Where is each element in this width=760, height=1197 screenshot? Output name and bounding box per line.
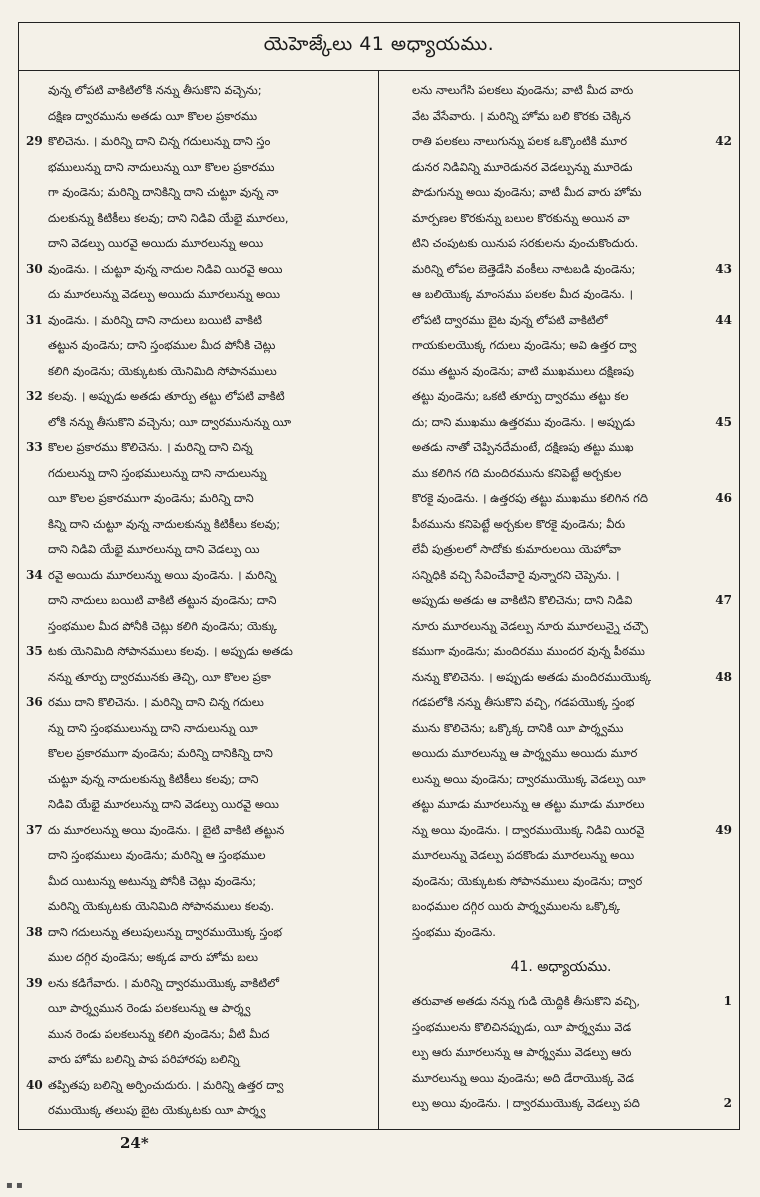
verse-line bbox=[390, 920, 732, 946]
verse-text: మీద యిటున్ను అటున్ను పోనీకి చెట్లు వుండెను; bbox=[48, 873, 257, 888]
verse-text: దు; దాని ముఖము ఉత్తరము వుండెను. । అప్పుడు bbox=[412, 414, 635, 429]
verse-line bbox=[390, 1066, 732, 1092]
verse-line bbox=[390, 690, 732, 716]
verse-text: దులకున్ను కిటికీలు కలవు; దాని నిడివి యేభై మూరలు, bbox=[48, 210, 289, 225]
verse-line bbox=[26, 359, 368, 385]
verse-line bbox=[390, 537, 732, 563]
left-column bbox=[26, 78, 368, 1122]
verse-line bbox=[390, 639, 732, 665]
verse-text: అప్పుడు అతడు ఆ వాకిటిని కొలిచెను; దాని నిడివి bbox=[412, 593, 633, 607]
verse-line bbox=[26, 257, 368, 283]
verse-line bbox=[26, 155, 368, 181]
verse-text: దక్షిణ ద్వారమును అతడు యీ కొలల ప్రకారము bbox=[48, 108, 258, 123]
verse-line bbox=[26, 512, 368, 538]
verse-text: కలిగి వుండెను; యెక్కుటకు యెనిమిది సోపానములు bbox=[48, 363, 277, 378]
right-column bbox=[390, 78, 732, 1122]
verse-text: గా వుండెను; మరిన్ని దానికిన్ని దాని చుట్టూ వున్న నా bbox=[48, 185, 279, 199]
verse-text: న్ను అయి వుండెను. । ద్వారముయొక్క నిడివి యిరవై bbox=[412, 822, 645, 837]
verse-number: 39 bbox=[26, 975, 43, 990]
chapter-heading: 41. అధ్యాయము. bbox=[510, 959, 612, 975]
verse-text: కొలిచెను. । మరిన్ని దాని చిన్న గదులున్ను దాని స్తం bbox=[48, 134, 271, 148]
verse-line bbox=[26, 818, 368, 844]
verse-line bbox=[26, 741, 368, 767]
verse-text: రాతి పలకలు నాలుగున్ను పలక ఒక్కొంటికి మూర bbox=[412, 134, 628, 148]
verse-line bbox=[390, 741, 732, 767]
verse-text: ము కలిగిన గది మందిరమును కనిపెట్టే అర్చకుల bbox=[412, 465, 622, 480]
verse-line bbox=[390, 206, 732, 232]
verse-line bbox=[26, 537, 368, 563]
verse-text: లోకి నన్ను తీసుకొని వచ్చెను; యీ ద్వారమునున్ను యీ bbox=[48, 414, 292, 429]
verse-number: 43 bbox=[715, 261, 732, 276]
verse-text: కముగా వుండెను; మందిరము ముందర వున్న పీఠము bbox=[412, 644, 645, 658]
verse-line bbox=[26, 231, 368, 257]
verse-number: 33 bbox=[26, 440, 43, 454]
verse-line bbox=[26, 435, 368, 461]
verse-text: నన్ను తూర్పు ద్వారమునకు తెచ్చి, యీ కొలల ప్రకా bbox=[48, 669, 271, 684]
verse-line bbox=[26, 104, 368, 130]
verse-line bbox=[390, 716, 732, 742]
verse-line bbox=[390, 129, 732, 155]
verse-line bbox=[26, 410, 368, 436]
verse-text: ల్పు ఆరు మూరలున్ను ఆ పార్శ్వము వెడల్పు ఆరు bbox=[412, 1045, 632, 1059]
verse-text: దాని నాదులు బయిటి వాకిటి తట్టున వుండెను; దాని bbox=[48, 593, 277, 607]
verse-number: 30 bbox=[26, 261, 43, 276]
verse-line bbox=[26, 180, 368, 206]
verse-text: లేవీ పుత్రులలో సాదోకు కుమారులయి యెహోవా bbox=[412, 542, 621, 556]
verse-text: న్ను దాని స్తంభములున్ను దాని నాదులున్ను యీ bbox=[48, 720, 258, 735]
verse-line bbox=[26, 792, 368, 818]
bible-page bbox=[18, 22, 740, 1130]
verse-line bbox=[390, 231, 732, 257]
verse-text: స్తంభములను కొలిచినప్పుడు, యీ పార్శ్వము వెడ bbox=[412, 1019, 632, 1034]
verse-line bbox=[26, 129, 368, 155]
verse-text: కొలల ప్రకారముగా వుండెను; మరిన్ని దానికిన్ని దాని bbox=[48, 746, 273, 760]
verse-text: బంధముల దగ్గిర యిరు పార్శ్వములను ఒక్కొక్క bbox=[412, 899, 621, 913]
verse-text: స్తంభముల మీద పోనీకి చెట్లు కలిగి వుండెను; యెక్కు bbox=[48, 618, 278, 633]
verse-line bbox=[390, 512, 732, 538]
verse-line bbox=[390, 843, 732, 869]
verse-text: అతడు నాతో చెప్పినదేమంటే, దక్షిణపు తట్టు ముఖ bbox=[412, 440, 634, 454]
verse-line bbox=[26, 1022, 368, 1048]
verse-line bbox=[26, 461, 368, 487]
verse-text: మూరలున్ను అయి వుండెను; అది డేరాయొక్క వెడ bbox=[412, 1070, 634, 1085]
verse-line bbox=[26, 1098, 368, 1122]
verse-text: పొడుగున్ను అయి వుండెను; వాటి మీద వారు హోమ bbox=[412, 185, 642, 199]
signature-mark: 24* bbox=[120, 1134, 149, 1152]
verse-line bbox=[390, 1091, 732, 1117]
verse-text: నున్ను కొలిచెను. । అప్పుడు అతడు మందిరముయొక్క bbox=[412, 669, 652, 684]
verse-number: 34 bbox=[26, 567, 43, 582]
verse-line bbox=[390, 333, 732, 359]
verse-number: 40 bbox=[26, 1077, 43, 1092]
verse-text: వారు హోమ బలిన్ని పాప పరిహారపు బలిన్ని bbox=[48, 1052, 240, 1066]
verse-number: 46 bbox=[715, 491, 732, 505]
verse-line bbox=[26, 869, 368, 895]
verse-text: వుండెను. । మరిన్ని దాని నాదులు బయిటి వాకిటి bbox=[48, 312, 262, 327]
verse-text: దు మూరలున్ను వెడల్పు అయిదు మూరలున్ను అయి bbox=[48, 287, 281, 301]
verse-text: కొరకై వుండెను. । ఉత్తరపు తట్టు ముఖము కలిగిన గది bbox=[412, 491, 648, 505]
verse-text: రముయొక్క తలుపు బైట యెక్కుటకు యీ పార్శ్వ bbox=[48, 1103, 266, 1117]
verse-text: మరిన్ని యెక్కుటకు యెనిమిది సోపానములు కలవు. bbox=[48, 899, 275, 913]
verse-line bbox=[390, 767, 732, 793]
verse-line bbox=[26, 308, 368, 334]
verse-number: 31 bbox=[26, 312, 43, 327]
verse-text: పీఠమును కనిపెట్టే అర్చకుల కొరకై వుండెను; వీరు bbox=[412, 516, 626, 531]
verse-line bbox=[26, 563, 368, 589]
verse-line bbox=[390, 180, 732, 206]
verse-number: 49 bbox=[715, 822, 732, 837]
verse-text: దాని స్తంభములు వుండెను; మరిన్ని ఆ స్తంభముల bbox=[48, 848, 266, 862]
verse-number: 32 bbox=[26, 389, 43, 403]
column-divider bbox=[378, 70, 379, 1130]
verse-text: రవై అయిదు మూరలున్ను అయి వుండెను. । మరిన్ని bbox=[48, 567, 277, 582]
verse-line bbox=[26, 282, 368, 308]
verse-text: వున్న లోపటి వాకిటిలోకి నన్ను తీసుకొని వచ్చెను; bbox=[48, 83, 262, 97]
verse-text: యీ కొలల ప్రకారముగా వుండెను; మరిన్ని దాని bbox=[48, 491, 254, 505]
verse-text: మును కొలిచెను; ఒక్కొక్క దానికి యీ పార్శ్వము bbox=[412, 720, 624, 735]
verse-line bbox=[26, 206, 368, 232]
verse-text: గాయకులయొక్క గదులు వుండెను; అవి ఉత్తర ద్వా bbox=[412, 338, 637, 352]
verse-line bbox=[390, 359, 732, 385]
verse-text: మరిన్ని లోపల బెత్తెడేసి వంకీలు నాటబడి వుండెను; bbox=[412, 261, 636, 276]
verse-number: 2 bbox=[723, 1096, 732, 1110]
verse-line bbox=[390, 282, 732, 308]
verse-line bbox=[26, 920, 368, 946]
verse-line bbox=[26, 486, 368, 512]
verse-number: 47 bbox=[715, 593, 732, 607]
verse-line bbox=[390, 563, 732, 589]
verse-text: లోపటి ద్వారము బైట వున్న లోపటి వాకిటిలో bbox=[412, 312, 608, 327]
verse-text: నిడివి యేభై మూరలున్ను దాని వెడల్పు యిరవై అయి bbox=[48, 797, 279, 811]
verse-text: లున్ను అయి వుండెను; ద్వారముయొక్క వెడల్పు యీ bbox=[412, 771, 646, 786]
verse-text: లను నాలుగేసి పలకలు వుండెను; వాటి మీద వారు bbox=[412, 83, 634, 97]
verse-text: దు మూరలున్ను అయి వుండెను. । బైటి వాకిటి తట్టున bbox=[48, 822, 285, 837]
verse-text: మున రెండు పలకలున్ను కలిగి వుండెను; వీటి మీద bbox=[48, 1026, 270, 1041]
verse-line bbox=[26, 1047, 368, 1073]
verse-number: 38 bbox=[26, 924, 43, 939]
verse-line bbox=[390, 989, 732, 1015]
verse-line bbox=[26, 639, 368, 665]
verse-text bbox=[412, 1122, 626, 1123]
verse-line bbox=[390, 155, 732, 181]
verse-line bbox=[26, 78, 368, 104]
verse-text: టకు యెనిమిది సోపానములు కలవు. । అప్పుడు అతడు bbox=[48, 644, 293, 658]
verse-text: దాని గదులున్ను తలుపులున్ను ద్వారముయొక్క స్తంభ bbox=[48, 924, 283, 939]
verse-text: లను కడిగేవారు. । మరిన్ని ద్వారముయొక్క వాకిటిలో bbox=[48, 975, 279, 990]
verse-line bbox=[390, 894, 732, 920]
verse-text: దాని వెడల్పు యిరవై అయిదు మూరలున్ను అయి bbox=[48, 236, 264, 250]
verse-number: 45 bbox=[715, 414, 732, 429]
verse-text: కలవు. । అప్పుడు అతడు తూర్పు తట్టు లోపటి వాకిటి bbox=[48, 389, 285, 403]
verse-line bbox=[390, 818, 732, 844]
verse-line bbox=[26, 716, 368, 742]
verse-line bbox=[26, 894, 368, 920]
verse-number: 44 bbox=[715, 312, 732, 327]
verse-line bbox=[390, 614, 732, 640]
verse-text: గడపలోకి నన్ను తీసుకొని వచ్చి, గడపయొక్క స్తంభ bbox=[412, 695, 635, 709]
verse-line bbox=[390, 435, 732, 461]
verse-number: 29 bbox=[26, 134, 43, 148]
verse-line bbox=[26, 996, 368, 1022]
verse-line bbox=[26, 1073, 368, 1099]
verse-text: డునర నిడివిన్ని మూరెడునర వెడల్పున్ను మూరెడు bbox=[412, 159, 633, 174]
verse-line bbox=[390, 308, 732, 334]
verse-number: 36 bbox=[26, 695, 43, 709]
verse-text: తప్పితపు బలిన్ని అర్పించుదురు. । మరిన్ని ఉత్తర ద్వా bbox=[48, 1077, 284, 1092]
page-title: యెహెజ్కేలు 41 అధ్యాయము. bbox=[263, 32, 495, 55]
verse-text: గదులున్ను దాని స్తంభములున్ను దాని నాదులున్ను bbox=[48, 465, 267, 480]
verse-text: తట్టున వుండెను; దాని స్తంభముల మీద పోనీకి చెట్లు bbox=[48, 338, 276, 352]
verse-text: వేట వేసేవారు. । మరిన్ని హోమ బలి కొరకు చెక్కిన bbox=[412, 108, 631, 123]
verse-number: 35 bbox=[26, 644, 43, 658]
verse-text: యీ పార్శ్వమున రెండు పలకలున్ను ఆ పార్శ్వ bbox=[48, 1001, 251, 1015]
verse-text: ల్పు అయి వుండెను. । ద్వారముయొక్క వెడల్పు పది bbox=[412, 1096, 640, 1110]
verse-number: 1 bbox=[723, 994, 732, 1008]
verse-line bbox=[390, 461, 732, 487]
running-header bbox=[18, 22, 740, 71]
verse-text: టిని చంపుటకు యినుప సరకులను వుంచుకొందురు. bbox=[412, 236, 639, 250]
verse-number: 37 bbox=[26, 822, 43, 837]
verse-text: అయిదు మూరలున్ను ఆ పార్శ్వము అయిదు మూర bbox=[412, 746, 638, 760]
verse-line bbox=[390, 486, 732, 512]
verse-line bbox=[26, 843, 368, 869]
verse-number: 42 bbox=[715, 134, 732, 148]
verse-line bbox=[26, 767, 368, 793]
verse-text: కొలల ప్రకారము కొలిచెను. । మరిన్ని దాని చిన్న bbox=[48, 440, 253, 454]
verse-text: స్తంభము వుండెను. bbox=[412, 924, 496, 939]
verse-line bbox=[26, 690, 368, 716]
verse-line bbox=[26, 665, 368, 691]
verse-text: వుండెను; యెక్కుటకు సోపానములు వుండెను; ద్వార bbox=[412, 873, 643, 888]
verse-line bbox=[390, 257, 732, 283]
verse-line bbox=[390, 78, 732, 104]
verse-line bbox=[390, 104, 732, 130]
verse-text: కిన్ని దాని చుట్టూ వున్న నాదులకున్ను కిటికీలు కలవు; bbox=[48, 516, 281, 531]
verse-text: చుట్టూ వున్న నాదులకున్ను కిటికీలు కలవు; దాని bbox=[48, 771, 259, 786]
verse-text: రము తట్టున వుండెను; వాటి ముఖములు దక్షిణపు bbox=[412, 363, 634, 378]
verse-line bbox=[26, 333, 368, 359]
verse-line bbox=[390, 665, 732, 691]
verse-line bbox=[390, 792, 732, 818]
verse-line bbox=[390, 384, 732, 410]
verse-line bbox=[26, 384, 368, 410]
verse-text: దాని నిడివి యేభై మూరలున్ను దాని వెడల్పు యి bbox=[48, 542, 260, 556]
verse-text: మూరలున్ను వెడల్పు పదకొండు మూరలున్ను అయి bbox=[412, 848, 635, 862]
verse-line bbox=[26, 971, 368, 997]
verse-text: రము దాని కొలిచెను. । మరిన్ని దాని చిన్న గదులు bbox=[48, 695, 264, 709]
verse-text: ఆ బలియొక్క మాంసము పలకల మీద వుండెను. । bbox=[412, 287, 633, 301]
verse-line bbox=[390, 869, 732, 895]
verse-number: 48 bbox=[715, 669, 732, 684]
verse-text: మార్పణల కొరకున్ను బలుల కొరకున్ను అయిన వా bbox=[412, 210, 630, 225]
scan-edge-marks: ▪ ▪ bbox=[6, 1180, 23, 1191]
verse-line bbox=[26, 945, 368, 971]
verse-line bbox=[390, 588, 732, 614]
verse-text: తట్టు మూడు మూరలున్ను ఆ తట్టు మూడు మూరలు bbox=[412, 797, 645, 811]
verse-text: వుండెను. । చుట్టూ వున్న నాదుల నిడివి యిరవై అయి bbox=[48, 261, 283, 276]
verse-text: తరువాత అతడు నన్ను గుడి యెద్దికి తీసుకొని వచ్చి, bbox=[412, 994, 640, 1008]
verse-line bbox=[390, 1117, 732, 1123]
verse-line bbox=[390, 1015, 732, 1041]
verse-line bbox=[26, 614, 368, 640]
verse-text: నూరు మూరలున్ను వెడల్పు నూరు మూరలున్నై చచ్చౌ bbox=[412, 618, 649, 633]
verse-text: ముల దగ్గిర వుండెను; అక్కడ వారు హోమ బలు bbox=[48, 950, 258, 964]
verse-line bbox=[390, 410, 732, 436]
verse-line bbox=[26, 588, 368, 614]
verse-text: భములున్ను దాని నాదులున్ను యీ కొలల ప్రకారము bbox=[48, 159, 275, 174]
verse-text: తట్టు వుండెను; ఒకటి తూర్పు ద్వారము తట్టు కల bbox=[412, 389, 629, 403]
verse-line bbox=[390, 1040, 732, 1066]
verse-text: సన్నిధికి వచ్చి సేవించేవారై వున్నారని చెప్పెను. । bbox=[412, 567, 620, 582]
